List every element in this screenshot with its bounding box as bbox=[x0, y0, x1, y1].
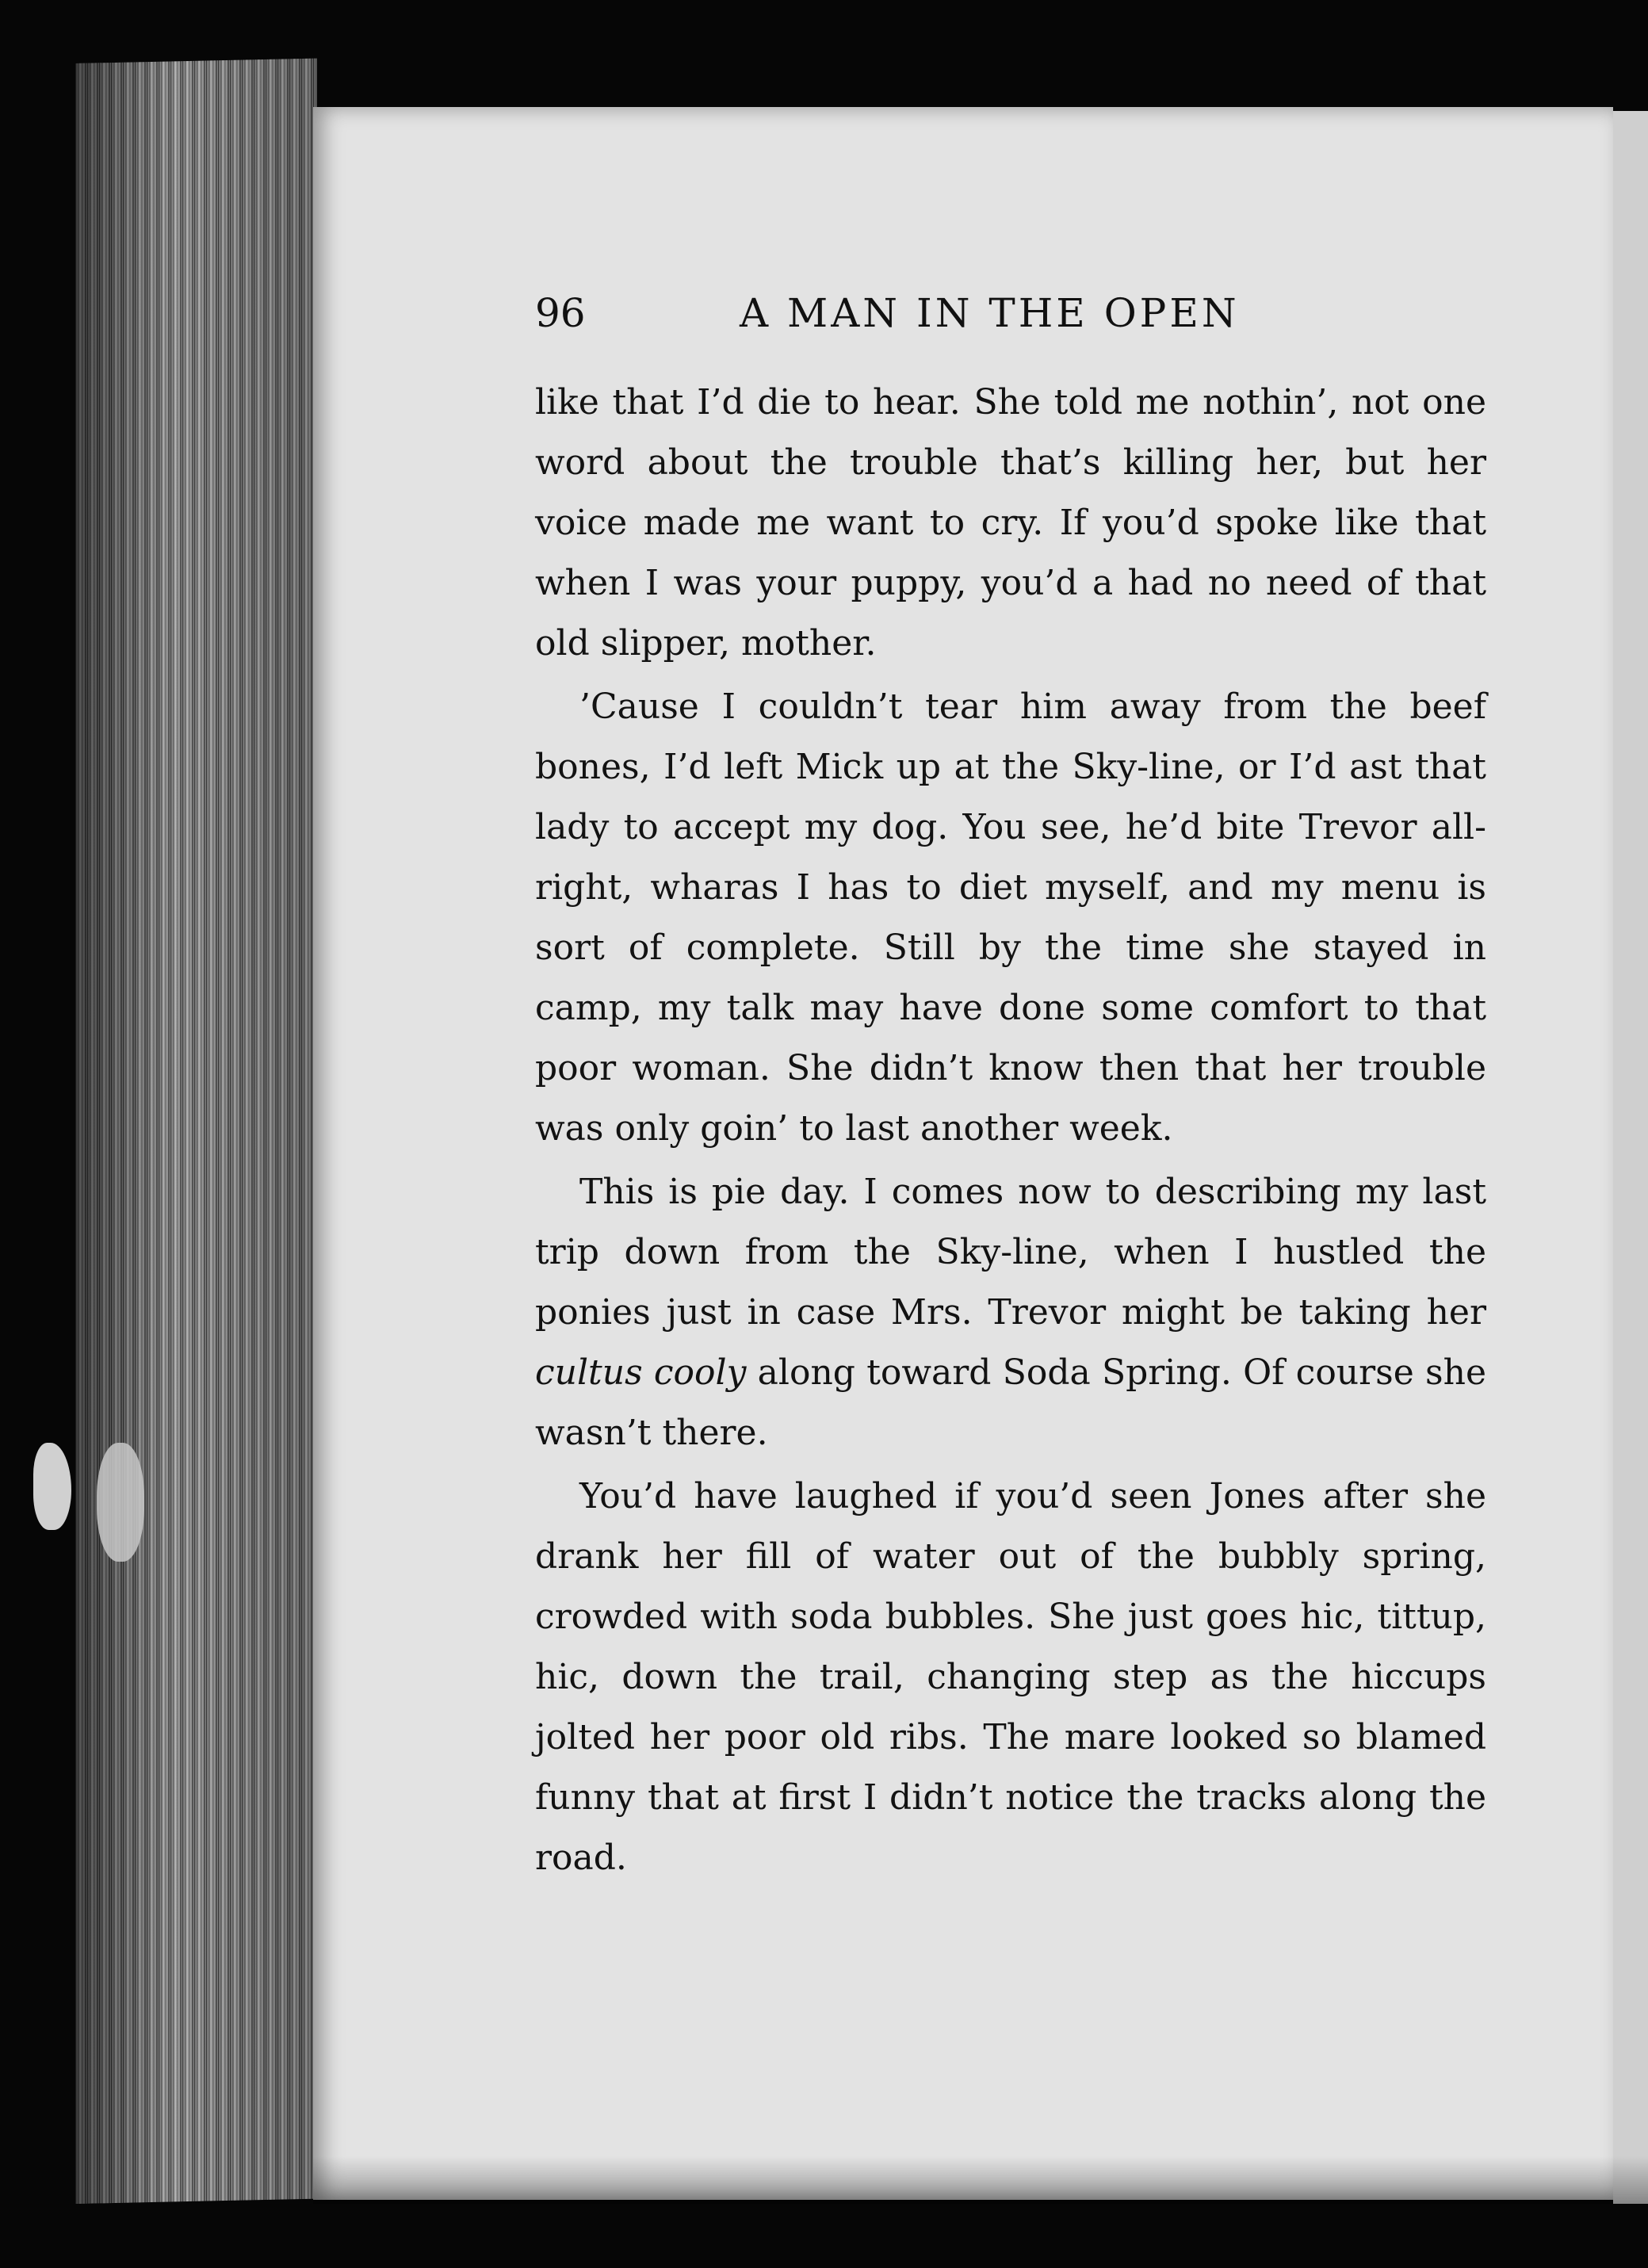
running-head bbox=[535, 281, 1486, 345]
facing-page-edge bbox=[1613, 111, 1648, 2204]
page-number: 96 bbox=[535, 290, 586, 336]
paragraph-4: You’d have laughed if you’d seen Jones after she drank her fill of water out of the bubbly spring, crowded with soda bubbles. She just goes hic, tittup, hic, down the trail, changing step as the hiccups jolted her poor old ribs. The mare looked so blamed funny that at first I didn’t notice the tracks along the road. bbox=[535, 1476, 1486, 1878]
binding-clip-mark-2 bbox=[97, 1443, 144, 1562]
body-text bbox=[535, 373, 1486, 1888]
paragraph-3-end: along toward Soda Spring. Of course she wasn’t there. bbox=[535, 1352, 1486, 1453]
paragraph-3-start: This is pie day. I comes now to describing my last trip down from the Sky-line, when I hustled the ponies just in case Mrs. Trevor might be taking her bbox=[535, 1172, 1486, 1333]
paragraph-3 bbox=[535, 1162, 1486, 1463]
paragraph-1: like that I’d die to hear. She told me nothin’, not one word about the trouble that’s killing her, but her voice made me want to cry. If you’d spoke like that when I was your puppy, you’d a had no need of that old slipper, mother. bbox=[535, 382, 1486, 664]
page-bottom-shadow bbox=[313, 2156, 1648, 2204]
book-title: A MAN IN THE OPEN bbox=[740, 290, 1240, 336]
paragraph-2: ’Cause I couldn’t tear him away from the beef bones, I’d left Mick up at the Sky-line, or I’d ast that lady to accept my dog. You see, he’d bite Trevor all-right, wharas I has to diet myself, and my menu is sort of complete. Still by the time she stayed in camp, my talk may have done some comfort to that poor woman. She didn’t know then that her trouble was only goin’ to last another week. bbox=[535, 687, 1486, 1149]
book-page-edges bbox=[75, 59, 317, 2204]
italic-phrase: cultus cooly bbox=[535, 1352, 747, 1393]
binding-clip-mark bbox=[33, 1443, 71, 1530]
